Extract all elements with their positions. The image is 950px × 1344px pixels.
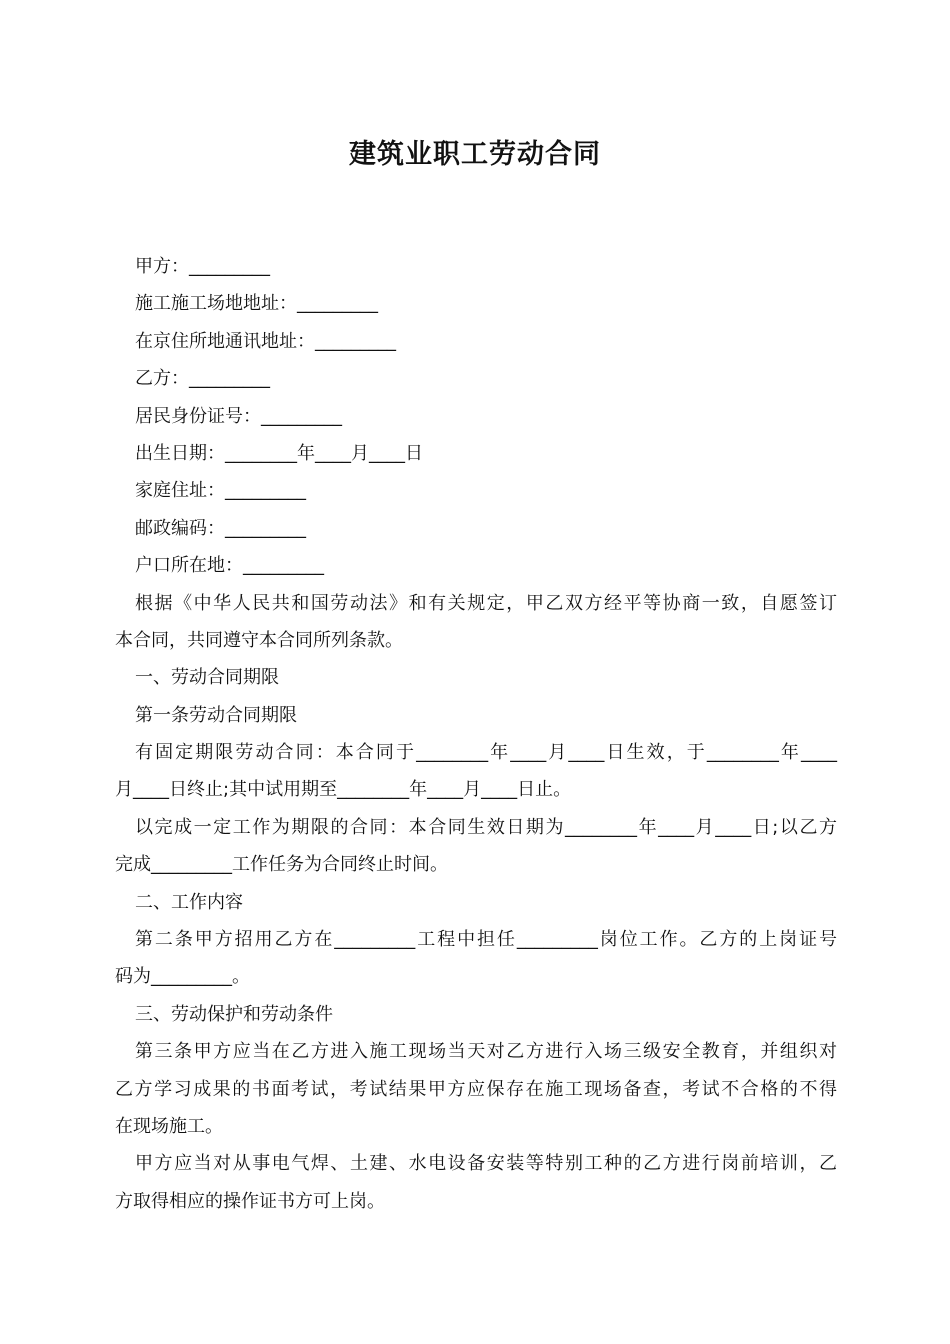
document-line: 第二条甲方招用乙方在_________工程中担任_________岗位工作。乙方的上岗证号 [135,929,837,951]
document-line: 根据《中华人民共和国劳动法》和有关规定，甲乙双方经平等协商一致，自愿签订 [135,592,837,614]
document-line: 一、劳动合同期限 [135,667,279,689]
document-line: 三、劳动保护和劳动条件 [135,1003,333,1025]
document-line: 乙方：_________ [135,368,270,390]
document-line: 出生日期：________年____月____日 [135,442,423,464]
document-line: 以完成一定工作为期限的合同：本合同生效日期为________年____月____日;以乙方 [135,816,837,838]
document-line: 户口所在地：_________ [135,555,324,577]
document-line: 方取得相应的操作证书方可上岗。 [115,1190,385,1212]
document-line: 第三条甲方应当在乙方进入施工现场当天对乙方进行入场三级安全教育，并组织对 [135,1041,837,1063]
document-line: 施工施工场地地址：_________ [135,293,378,315]
document-line: 月____日终止;其中试用期至________年____月____日止。 [115,779,572,801]
document-line: 有固定期限劳动合同：本合同于________年____月____日生效，于________年____ [135,742,837,764]
document-line: 邮政编码：_________ [135,517,306,539]
document-line: 码为_________。 [115,966,250,988]
document-line: 本合同，共同遵守本合同所列条款。 [115,629,403,651]
document-line: 完成_________工作任务为合同终止时间。 [115,854,448,876]
document-line: 家庭住址：_________ [135,480,306,502]
document-title: 建筑业职工劳动合同 [349,139,601,170]
document-body [115,248,837,1220]
document-line: 第一条劳动合同期限 [135,704,297,726]
document-line: 甲方：_________ [135,256,270,277]
document-line: 在京住所地通讯地址：_________ [135,330,396,352]
document-line: 在现场施工。 [115,1115,223,1137]
document-line: 乙方学习成果的书面考试，考试结果甲方应保存在施工现场备查，考试不合格的不得 [115,1078,837,1100]
document-line: 甲方应当对从事电气焊、土建、水电设备安装等特别工种的乙方进行岗前培训，乙 [135,1153,837,1175]
document-line: 二、工作内容 [135,891,243,913]
document-line: 居民身份证号：_________ [135,405,342,427]
